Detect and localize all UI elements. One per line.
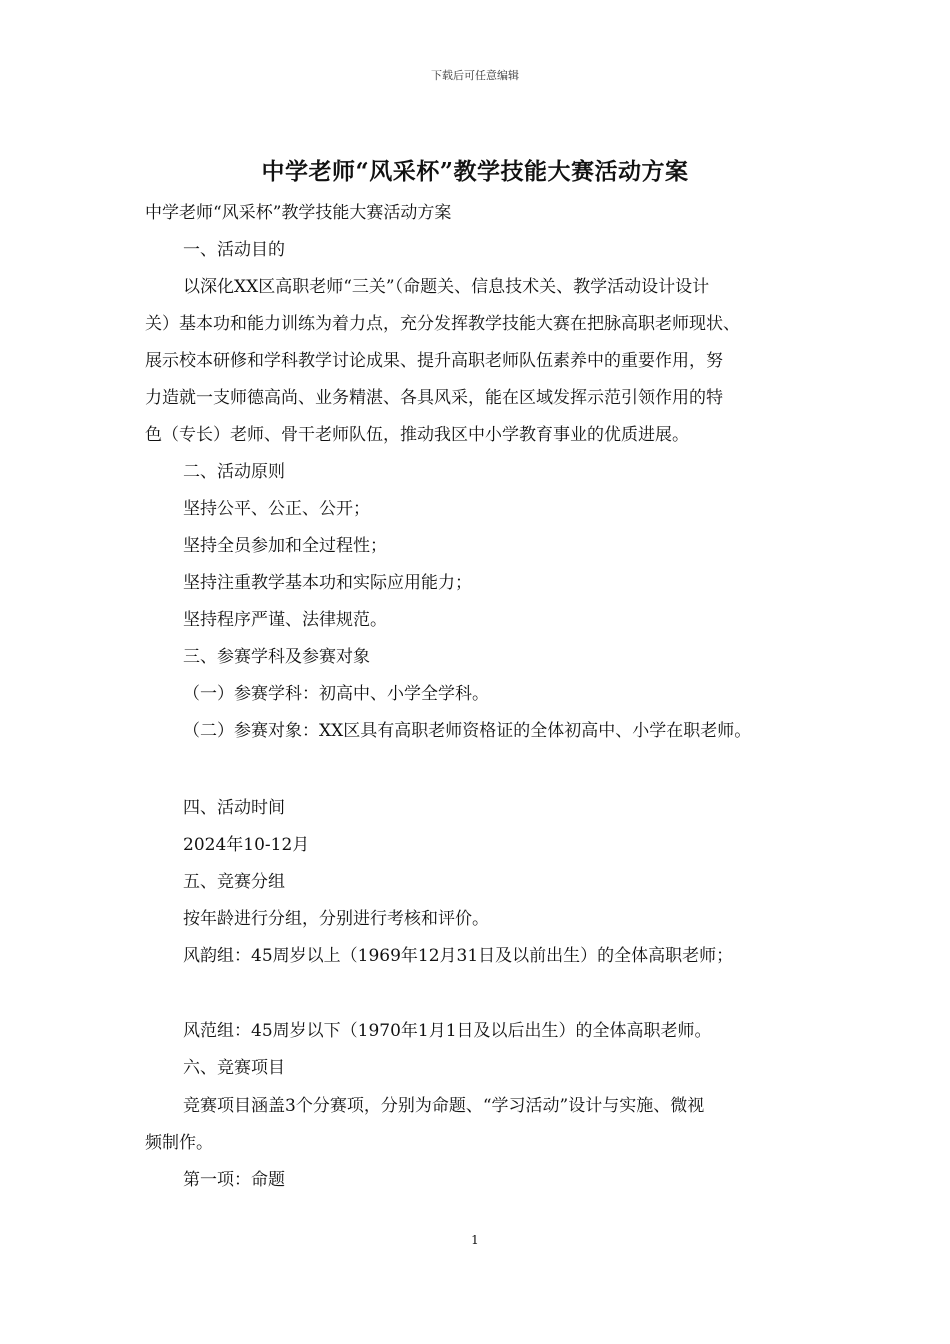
page-header: 下载后可任意编辑 (431, 69, 519, 82)
paragraph-line: 力造就一支师德高尚、业务精湛、各具风采，能在区域发挥示范引领作用的特 (145, 388, 723, 408)
paragraph-line: 关）基本功和能力训练为着力点，充分发挥教学技能大赛在把脉高职老师现状、 (145, 314, 740, 334)
subtitle-line: 中学老师“风采杯”教学技能大赛活动方案 (145, 203, 452, 223)
section-heading: 二、活动原则 (183, 462, 285, 482)
paragraph-line: 展示校本研修和学科教学讨论成果、提升高职老师队伍素养中的重要作用，努 (145, 351, 723, 371)
list-item: 坚持全员参加和全过程性； (183, 536, 387, 556)
list-item: 坚持注重教学基本功和实际应用能力； (183, 573, 472, 593)
list-item: 风范组：45周岁以下（1970年1月1日及以后出生）的全体高职老师。 (183, 1021, 712, 1041)
paragraph-line: 色（专长）老师、骨干老师队伍，推动我区中小学教育事业的优质进展。 (145, 425, 689, 445)
section-heading: 三、参赛学科及参赛对象 (183, 647, 370, 667)
list-item: （一）参赛学科：初高中、小学全学科。 (183, 684, 489, 704)
section-heading: 四、活动时间 (183, 798, 285, 818)
paragraph-line: 竞赛项目涵盖3个分赛项，分别为命题、“学习活动”设计与实施、微视 (183, 1096, 705, 1116)
section-heading: 六、竞赛项目 (183, 1058, 285, 1078)
paragraph-line: 2024年10-12月 (183, 835, 310, 855)
subsection-heading: 第一项：命题 (183, 1170, 285, 1190)
list-item: （二）参赛对象：XX区具有高职老师资格证的全体初高中、小学在职老师。 (183, 721, 752, 741)
section-heading: 五、竞赛分组 (183, 872, 285, 892)
paragraph-line: 以深化XX区高职老师“三关”（命题关、信息技术关、教学活动设计设计 (183, 277, 710, 297)
page-number: 1 (471, 1233, 479, 1247)
document-title: 中学老师“风采杯”教学技能大赛活动方案 (261, 158, 689, 185)
section-heading: 一、活动目的 (183, 240, 285, 260)
paragraph-line: 频制作。 (145, 1133, 213, 1153)
list-item: 坚持程序严谨、法律规范。 (183, 610, 387, 630)
list-item: 坚持公平、公正、公开； (183, 499, 370, 519)
list-item: 风韵组：45周岁以上（1969年12月31日及以前出生）的全体高职老师； (183, 946, 734, 966)
paragraph-line: 按年龄进行分组，分别进行考核和评价。 (183, 909, 489, 929)
